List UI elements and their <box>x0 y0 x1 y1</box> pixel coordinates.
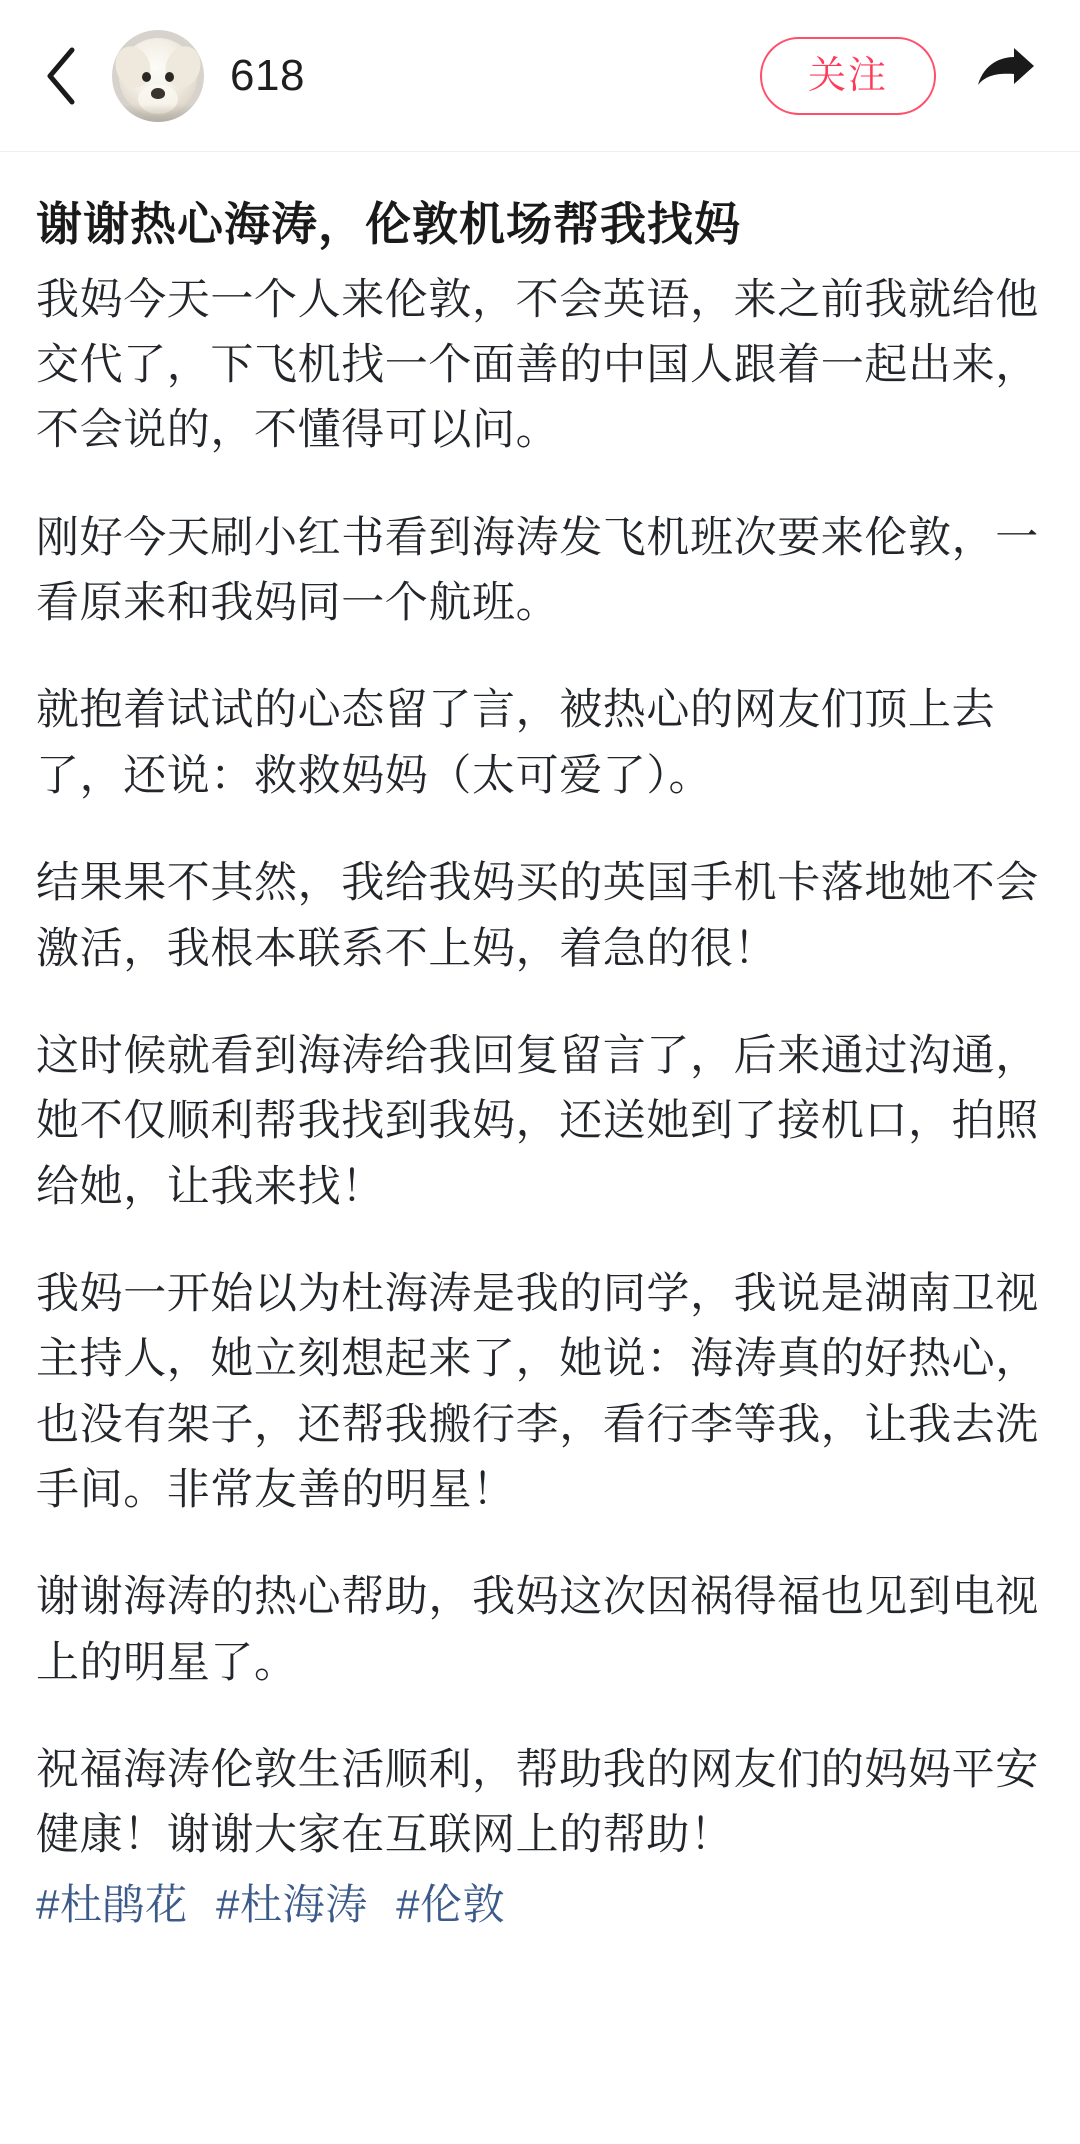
note-paragraph: 就抱着试试的心态留了言，被热心的网友们顶上去了，还说：救救妈妈（太可爱了）。 <box>36 686 996 800</box>
note-paragraph: 刚好今天刷小红书看到海涛发飞机班次要来伦敦，一看原来和我妈同一个航班。 <box>36 513 1039 628</box>
note-paragraph: 这时候就看到海涛给我回复留言了，后来通过沟通，她不仅顺利帮我找到我妈，还送她到了接机口，拍照给她，让我来找！ <box>36 1031 1039 1211</box>
avatar[interactable] <box>112 30 204 122</box>
note-paragraph: 谢谢海涛的热心帮助，我妈这次因祸得福也见到电视上的明星了。 <box>36 1573 1039 1687</box>
hashtag-item[interactable]: #伦敦 <box>396 1880 506 1928</box>
avatar-detail <box>142 72 151 82</box>
note-paragraph: 我妈一开始以为杜海涛是我的同学，我说是湖南卫视主持人，她立刻想起来了，她说：海涛真的好热心，也没有架子，还帮我搬行李，看行李等我，让我去洗手间。非常友善的明星！ <box>36 1269 1039 1515</box>
hashtag-item[interactable]: #杜鹃花 <box>36 1880 188 1928</box>
avatar-detail <box>151 88 165 99</box>
share-button[interactable] <box>966 40 1046 112</box>
author-name[interactable]: 618 <box>230 50 305 100</box>
back-button[interactable] <box>30 44 94 108</box>
page-title: 谢谢热心海涛，伦敦机场帮我找妈 <box>36 198 741 250</box>
share-arrow-icon <box>974 45 1038 106</box>
avatar-detail <box>112 104 204 122</box>
note-paragraph: 祝福海涛伦敦生活顺利，帮助我的网友们的妈妈平安健康！谢谢大家在互联网上的帮助！ <box>36 1746 1039 1860</box>
note-content <box>0 152 1080 1936</box>
avatar-detail <box>165 72 174 82</box>
hashtag-item[interactable]: #杜海涛 <box>216 1880 368 1928</box>
note-paragraph: 结果果不其然，我给我妈买的英国手机卡落地她不会激活，我根本联系不上妈，着急的很！ <box>36 859 1039 973</box>
follow-button[interactable]: 关注 <box>760 37 936 115</box>
chevron-left-icon <box>40 44 84 108</box>
hashtag-list <box>36 1875 1044 1936</box>
note-paragraph: 我妈今天一个人来伦敦，不会英语，来之前我就给他交代了，下飞机找一个面善的中国人跟着一起出来，不会说的，不懂得可以问。 <box>36 275 1039 455</box>
top-navigation-bar <box>0 0 1080 152</box>
